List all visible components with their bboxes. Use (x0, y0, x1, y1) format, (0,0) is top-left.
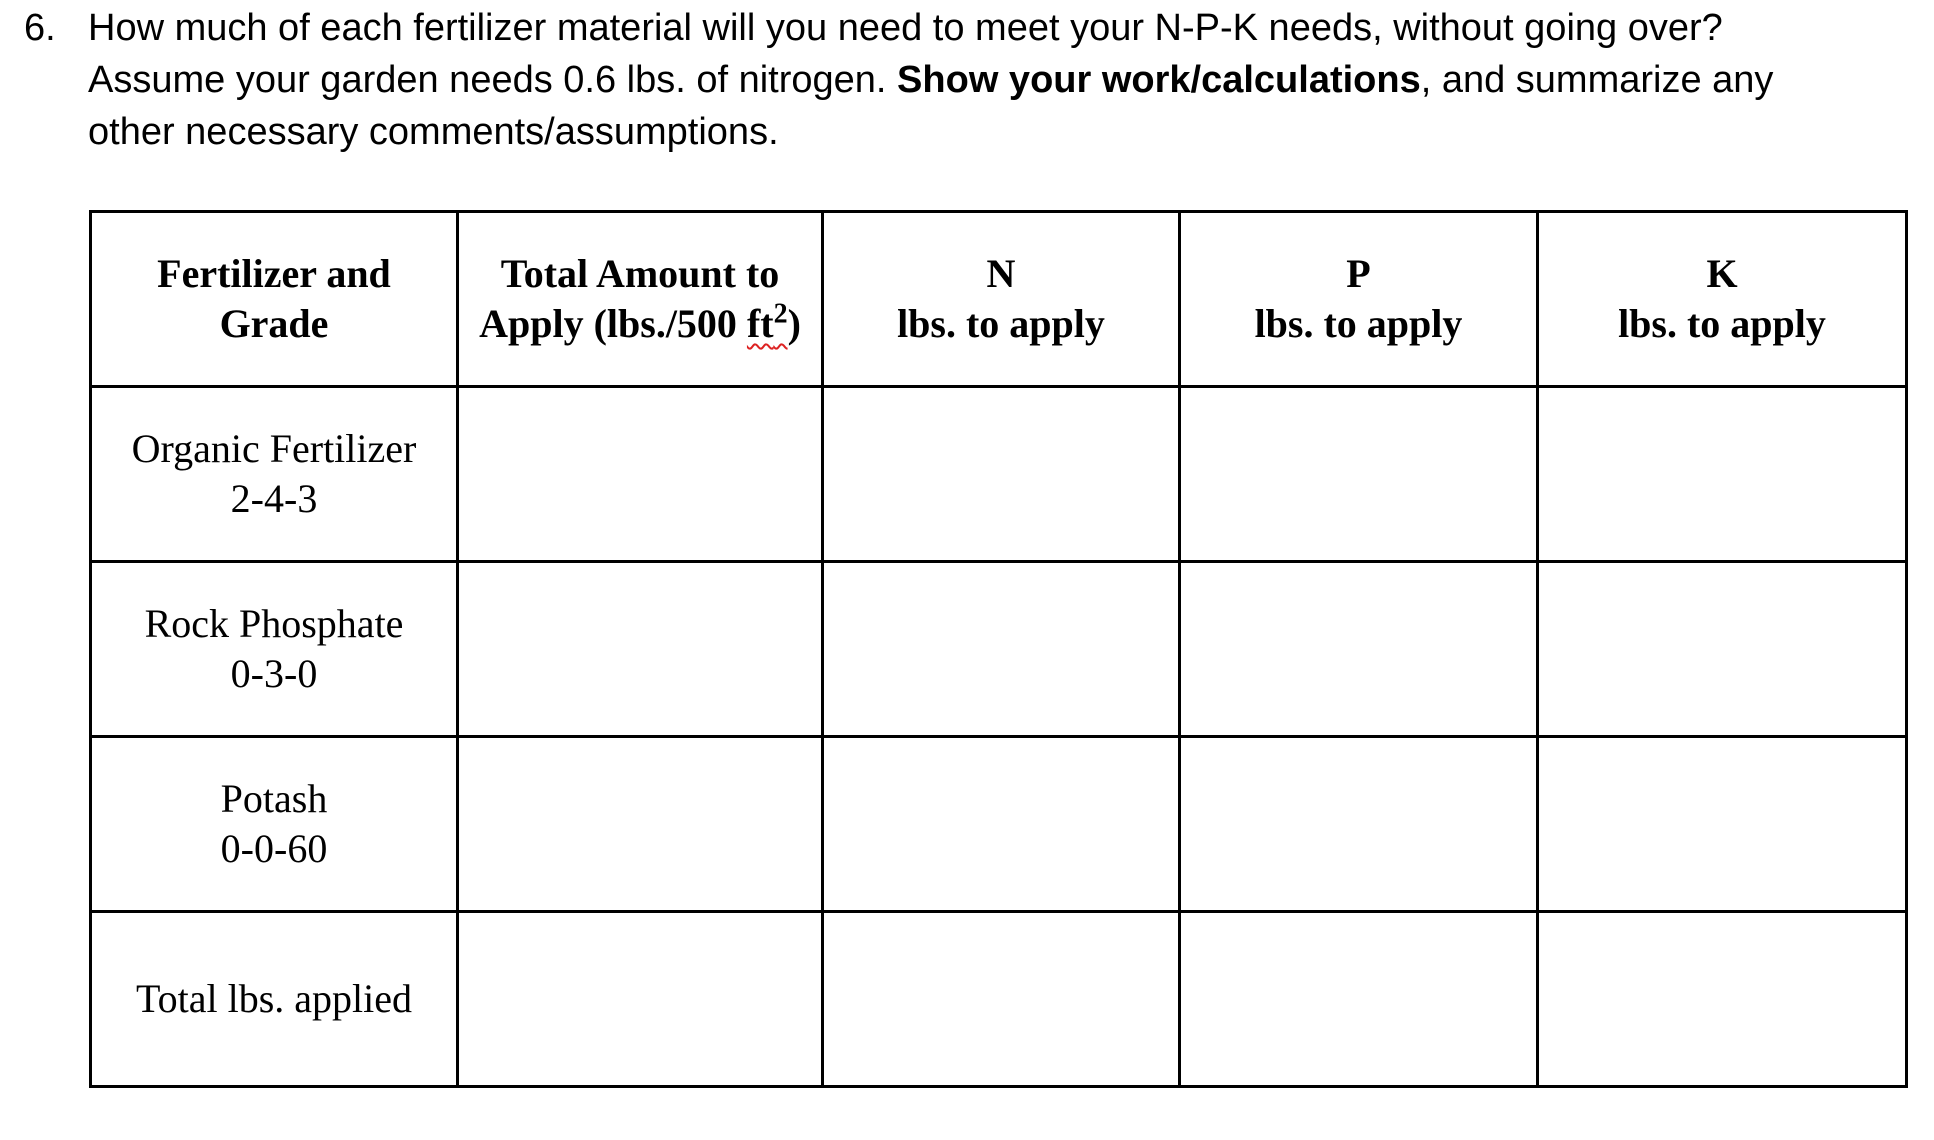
header-fertilizer-line-1: Fertilizer and (157, 251, 391, 296)
cell-n[interactable] (823, 912, 1180, 1087)
question-line-2-part-1: Assume your garden needs 0.6 lbs. of nitrogen. (88, 59, 898, 101)
header-row (91, 212, 1907, 387)
cell-total-amount[interactable] (458, 737, 823, 912)
header-p-line-1: P (1346, 251, 1371, 296)
row-grade: 2-4-3 (230, 476, 318, 521)
header-fertilizer-grade (91, 212, 458, 387)
header-n (823, 212, 1180, 387)
total-row (91, 912, 1907, 1087)
header-total-unit-exponent: 2 (773, 298, 788, 330)
row-name: Potash (220, 776, 328, 821)
cell-p[interactable] (1180, 562, 1538, 737)
cell-n[interactable] (823, 387, 1180, 562)
header-total-line-1: Total Amount to (500, 251, 780, 296)
header-n-line-2: lbs. to apply (897, 301, 1105, 346)
header-total-unit (746, 298, 788, 346)
header-p (1180, 212, 1538, 387)
row-label-total: Total lbs. applied (91, 912, 458, 1087)
header-fertilizer-line-2: Grade (219, 301, 329, 346)
question-number: 6. (24, 7, 56, 49)
question-line-3: other necessary comments/assumptions. (88, 111, 779, 153)
row-name: Rock Phosphate (144, 601, 404, 646)
row-label-potash (91, 737, 458, 912)
question-body (88, 2, 1904, 158)
header-total-amount (458, 212, 823, 387)
cell-p[interactable] (1180, 912, 1538, 1087)
header-total-unit-text: ft (746, 301, 774, 346)
question-line-2 (88, 54, 1904, 106)
cell-n[interactable] (823, 562, 1180, 737)
cell-n[interactable] (823, 737, 1180, 912)
question-line-2-part-2: , and summarize any (1420, 59, 1774, 101)
question-emphasis: Show your work/calculations (897, 59, 1421, 101)
cell-p[interactable] (1180, 387, 1538, 562)
header-total-prefix: Apply (lbs./500 (479, 301, 747, 346)
cell-total-amount[interactable] (458, 387, 823, 562)
header-p-line-2: lbs. to apply (1254, 301, 1463, 346)
cell-k[interactable] (1538, 737, 1907, 912)
cell-total-amount[interactable] (458, 912, 823, 1087)
question-text (24, 2, 1904, 158)
header-k-line-2: lbs. to apply (1618, 301, 1826, 346)
question-line-1: How much of each fertilizer material will you need to meet your N-P-K needs, without going over? (88, 7, 1723, 49)
header-total-suffix: ) (787, 301, 801, 346)
table-row (91, 387, 1907, 562)
header-k (1538, 212, 1907, 387)
row-name: Organic Fertilizer (131, 426, 417, 471)
row-label-organic-fertilizer (91, 387, 458, 562)
row-grade: 0-3-0 (230, 651, 318, 696)
row-label-rock-phosphate (91, 562, 458, 737)
cell-total-amount[interactable] (458, 562, 823, 737)
cell-k[interactable] (1538, 912, 1907, 1087)
table-row (91, 562, 1907, 737)
row-grade: 0-0-60 (220, 826, 328, 871)
header-k-line-1: K (1706, 251, 1738, 296)
cell-k[interactable] (1538, 562, 1907, 737)
header-n-line-1: N (986, 251, 1016, 296)
table-row (91, 737, 1907, 912)
cell-p[interactable] (1180, 737, 1538, 912)
fertilizer-table (89, 210, 1908, 1088)
header-total-line-2 (465, 299, 815, 349)
cell-k[interactable] (1538, 387, 1907, 562)
